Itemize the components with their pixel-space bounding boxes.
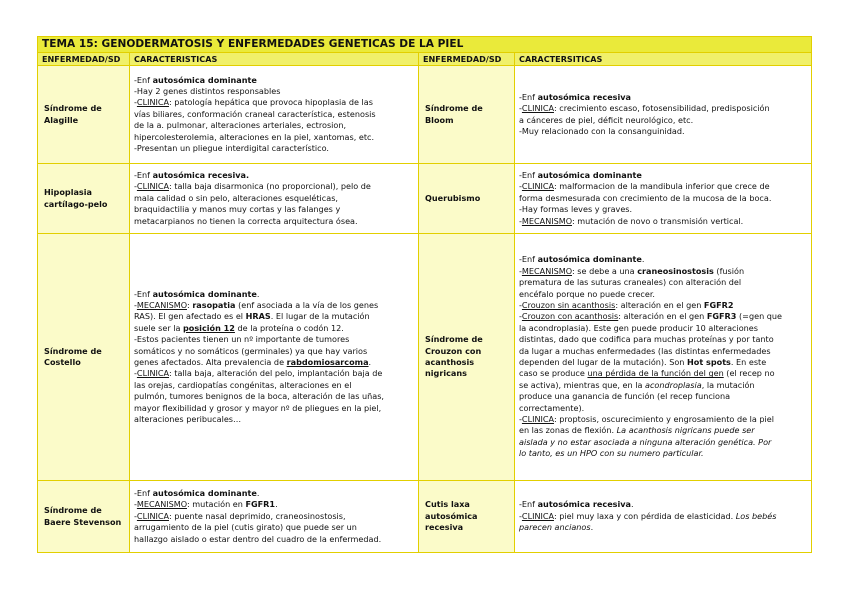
- text-run: posición 12: [183, 322, 235, 333]
- disease-name: [38, 234, 130, 481]
- text-run: lo tanto, es un HPO con su numero particular.: [519, 448, 704, 459]
- text-run: -: [134, 97, 137, 108]
- disease-name-line: Síndrome de: [425, 334, 483, 345]
- description-line: [134, 204, 414, 215]
- text-run: : crecimiento escaso, fotosensibilidad, predisposición: [553, 103, 770, 114]
- description-line: [519, 437, 807, 448]
- header-enfermedad-1: ENFERMEDAD/SD: [38, 53, 130, 66]
- table-row: [38, 234, 812, 481]
- text-run: se activa), mientras que, en la: [519, 379, 646, 390]
- description-line: [519, 511, 807, 522]
- disease-description: [515, 481, 812, 553]
- text-run: , la mutación: [701, 379, 755, 390]
- text-run: .: [631, 499, 634, 510]
- description-line: [134, 86, 414, 97]
- description-line: [134, 289, 414, 300]
- description-line: [519, 115, 807, 126]
- text-run: de la a. pulmonar, alteraciones arteriales, ectrosion,: [134, 120, 347, 131]
- description-line: [519, 181, 807, 192]
- table-row: [38, 481, 812, 553]
- description-line: [519, 448, 807, 459]
- description-line: [134, 311, 414, 322]
- text-run: : se debe a una: [572, 265, 638, 276]
- disease-name: [38, 164, 130, 234]
- text-run: hipercolesterolemia, alteraciones en la piel, xantomas, etc.: [134, 131, 375, 142]
- text-run: : talla baja disarmonica (no proporcional), pelo de: [168, 181, 371, 192]
- text-run: (el recep no: [723, 368, 775, 379]
- text-run: : alteración en el gen: [618, 311, 707, 322]
- description-line: [134, 511, 414, 522]
- text-run: autosómica recesiva: [537, 499, 632, 510]
- text-run: -: [134, 368, 137, 379]
- text-run: una pérdida de la función del gen: [587, 368, 724, 379]
- text-run: RAS). El gen afectado es el: [134, 311, 246, 322]
- text-run: autosómica dominante: [152, 288, 257, 299]
- text-run: encéfalo porque no puede crecer.: [519, 288, 655, 299]
- text-run: -: [519, 299, 522, 310]
- text-run: .: [368, 357, 372, 367]
- header-row: [38, 53, 812, 66]
- text-run: Hot spots: [687, 357, 731, 367]
- text-run: en las zonas de flexión.: [519, 425, 617, 436]
- disease-name-line: Bloom: [425, 114, 454, 125]
- text-run: La acanthosis nigricans puede ser: [616, 425, 755, 436]
- disease-name: [419, 66, 515, 164]
- description-line: [519, 522, 807, 533]
- description-line: [134, 414, 414, 425]
- text-run: : malformacion de la mandibula inferior que crece de: [553, 181, 770, 192]
- text-run: MECANISMO: [136, 499, 187, 510]
- disease-name-line: Síndrome de: [44, 103, 102, 114]
- disease-name: [38, 481, 130, 553]
- description-line: [134, 403, 414, 414]
- text-run: FGFR3: [706, 311, 737, 322]
- text-run: autosómica dominante: [152, 487, 257, 498]
- text-run: autosómica recesiva: [537, 91, 632, 102]
- disease-description: [515, 66, 812, 164]
- description-line: [519, 216, 807, 227]
- text-run: MECANISMO: [521, 265, 572, 276]
- text-run: : mutación en: [187, 499, 246, 510]
- description-line: [519, 254, 807, 265]
- description-line: [134, 357, 414, 368]
- text-run: -Enf: [519, 91, 538, 102]
- description-line: [134, 391, 414, 402]
- description-line: [519, 346, 807, 357]
- text-run: parecen ancianos: [519, 522, 591, 533]
- text-run: -Enf: [519, 254, 538, 265]
- header-caracteristicas-1: CARACTERISTICAS: [130, 53, 419, 66]
- text-run: braquidactilia y manos muy cortas y las falanges y: [134, 204, 341, 215]
- table-title: TEMA 15: GENODERMATOSIS Y ENFERMEDADES GENETICAS DE LA PIEL: [38, 37, 812, 53]
- disease-name-line: Costello: [44, 357, 81, 367]
- text-run: -: [519, 265, 522, 276]
- text-run: autosómica dominante: [152, 74, 257, 85]
- text-run: forma desmesurada con crecimiento de la mucosa de la boca.: [519, 192, 772, 203]
- description-line: [134, 346, 414, 357]
- text-run: correctamente).: [519, 402, 585, 413]
- description-line: [134, 109, 414, 120]
- disease-name-line: Hipoplasia: [44, 187, 92, 198]
- title-row: [38, 37, 812, 53]
- text-run: CLINICA: [136, 97, 169, 108]
- description-line: [519, 334, 807, 345]
- text-run: : patología hepática que provoca hipoplasia de las: [168, 97, 373, 108]
- disease-description: [515, 164, 812, 234]
- text-run: : puente nasal deprimido, craneosinostosis,: [168, 510, 346, 521]
- text-run: prematura de las suturas craneales) con alteración del: [519, 277, 742, 288]
- text-run: : piel muy laxa y con pérdida de elasticidad.: [553, 510, 736, 521]
- description-line: [134, 323, 414, 334]
- text-run: arrugamiento de la piel (cutis girato) que puede ser un: [134, 522, 357, 533]
- description-line: [134, 522, 414, 533]
- text-run: -Muy relacionado con la consanguinidad.: [519, 125, 685, 136]
- text-run: somáticos y no somáticos (germinales) ya que hay varios: [134, 345, 368, 356]
- text-run: -Enf: [134, 487, 153, 498]
- description-line: [519, 92, 807, 103]
- disease-name-line: Crouzon con: [425, 345, 482, 356]
- disease-description: [130, 66, 419, 164]
- description-line: [519, 414, 807, 425]
- text-run: autosómica recesiva.: [152, 169, 250, 180]
- text-run: -: [519, 414, 522, 425]
- description-line: [134, 534, 414, 545]
- text-run: -: [134, 299, 137, 310]
- text-run: la acondroplasia). Este gen puede producir 10 alteraciones: [519, 322, 759, 333]
- description-line: [519, 357, 807, 368]
- text-run: -Presentan un pliegue interdigital característico.: [134, 143, 330, 154]
- disease-name-line: Querubismo: [425, 192, 481, 203]
- text-run: suele ser la: [134, 322, 184, 333]
- text-run: .: [590, 522, 594, 533]
- text-run: MECANISMO: [136, 299, 187, 310]
- description-line: [134, 193, 414, 204]
- disease-name-line: Síndrome de: [44, 345, 102, 356]
- description-line: [519, 289, 807, 300]
- description-line: [134, 120, 414, 131]
- text-run: CLINICA: [136, 368, 169, 379]
- text-run: aislada y no estar asociada a ninguna alteración genética. Por: [519, 436, 772, 447]
- description-line: [519, 126, 807, 137]
- text-run: : alteración en el gen: [615, 299, 704, 310]
- description-line: [519, 103, 807, 114]
- text-run: mala calidad o sin pelo, alteraciones esqueléticas,: [134, 192, 338, 203]
- text-run: Los bebés: [735, 510, 777, 521]
- text-run: . En este: [730, 357, 767, 367]
- text-run: -Hay formas leves y graves.: [519, 204, 633, 215]
- description-line: [519, 323, 807, 334]
- text-run: FGFR1: [245, 499, 276, 510]
- text-run: -: [134, 510, 137, 521]
- text-run: .: [256, 288, 260, 299]
- text-run: -Enf: [519, 499, 538, 510]
- disease-name-line: Alagille: [44, 114, 79, 125]
- text-run: : talla baja, alteración del pelo, implantación baja de: [168, 368, 383, 379]
- description-line: [519, 193, 807, 204]
- description-line: [519, 403, 807, 414]
- disease-name-line: acanthosis: [425, 357, 475, 367]
- disease-name: [419, 164, 515, 234]
- description-line: [134, 368, 414, 379]
- description-line: [134, 143, 414, 154]
- description-line: [519, 311, 807, 322]
- text-run: caso se produce: [519, 368, 588, 379]
- text-run: -Enf: [134, 169, 153, 180]
- description-line: [134, 181, 414, 192]
- disease-name-line: cartílago-pelo: [44, 198, 108, 209]
- description-line: [519, 368, 807, 379]
- text-run: :: [187, 299, 193, 310]
- text-run: : mutación de novo o transmisión vertical.: [572, 215, 744, 226]
- text-run: CLINICA: [521, 103, 554, 114]
- description-line: [134, 499, 414, 510]
- header-enfermedad-2: ENFERMEDAD/SD: [419, 53, 515, 66]
- description-line: [134, 334, 414, 345]
- description-line: [519, 277, 807, 288]
- text-run: -Enf: [519, 169, 538, 180]
- text-run: rabdomiosarcoma: [286, 357, 369, 367]
- text-run: -Enf: [134, 288, 153, 299]
- disease-name-line: Síndrome de: [44, 505, 102, 516]
- text-run: MECANISMO: [521, 215, 572, 226]
- disease-description: [130, 481, 419, 553]
- description-line: [134, 75, 414, 86]
- text-run: -Enf: [134, 74, 153, 85]
- text-run: -: [134, 499, 137, 510]
- description-line: [134, 170, 414, 181]
- description-line: [519, 425, 807, 436]
- disease-name-line: autosómica: [425, 510, 478, 521]
- description-line: [519, 380, 807, 391]
- text-run: acondroplasia: [645, 379, 702, 390]
- text-run: CLINICA: [136, 510, 169, 521]
- text-run: -Hay 2 genes distintos responsables: [134, 85, 281, 96]
- description-line: [519, 204, 807, 215]
- text-run: CLINICA: [521, 181, 554, 192]
- text-run: : proptosis, oscurecimiento y engrosamiento de la piel: [553, 414, 775, 425]
- description-line: [519, 266, 807, 277]
- description-line: [519, 391, 807, 402]
- text-run: produce una ganancia de función (el recep funciona: [519, 391, 731, 402]
- text-run: autosómica dominante: [537, 169, 642, 180]
- disease-name: [38, 66, 130, 164]
- disease-name-line: Cutis laxa: [425, 499, 470, 510]
- text-run: -: [519, 510, 522, 521]
- text-run: a cánceres de piel, déficit neurológico, etc.: [519, 114, 694, 125]
- table-row: [38, 66, 812, 164]
- text-run: . El lugar de la mutación: [270, 311, 370, 322]
- text-run: autosómica dominante: [537, 254, 642, 265]
- text-run: de la proteína o codón 12.: [234, 322, 344, 333]
- text-run: da lugar a muchas enfermedades (las distintas enfermedades: [519, 345, 771, 356]
- text-run: Crouzon con acanthosis: [521, 311, 619, 322]
- description-line: [519, 499, 807, 510]
- text-run: (=gen que: [736, 311, 783, 322]
- disease-name: [419, 234, 515, 481]
- description-line: [134, 488, 414, 499]
- disease-name-line: recesiva: [425, 522, 464, 533]
- text-run: alteraciones peribucales…: [134, 414, 242, 425]
- text-run: FGFR2: [703, 299, 734, 310]
- text-run: .: [641, 254, 645, 265]
- table-row: [38, 164, 812, 234]
- text-run: .: [275, 499, 278, 510]
- description-line: [519, 170, 807, 181]
- text-run: mayor flexibilidad y grosor y mayor nº de pliegues en la piel,: [134, 402, 382, 413]
- text-run: Crouzon sin acanthosis: [521, 299, 616, 310]
- genodermatosis-table: [37, 36, 812, 553]
- text-run: .: [256, 487, 260, 498]
- text-run: craneosinostosis: [637, 265, 714, 276]
- text-run: hallazgo aislado o estar dentro del cuadro de la enfermedad.: [134, 533, 382, 544]
- description-line: [519, 300, 807, 311]
- description-line: [134, 97, 414, 108]
- text-run: dependen del lugar de la mutación). Son: [519, 357, 687, 367]
- text-run: -: [519, 103, 522, 114]
- disease-name: [419, 481, 515, 553]
- header-caracteristicas-2: CARACTERSITICAS: [515, 53, 812, 66]
- text-run: CLINICA: [521, 510, 554, 521]
- text-run: CLINICA: [136, 181, 169, 192]
- text-run: las orejas, cardiopatías congénitas, alteraciones en el: [134, 379, 352, 390]
- text-run: HRAS: [245, 311, 271, 322]
- disease-name-line: Síndrome de: [425, 103, 483, 114]
- text-run: genes afectados. Alta prevalencia de: [134, 357, 287, 367]
- text-run: -: [519, 181, 522, 192]
- text-run: CLINICA: [521, 414, 554, 425]
- disease-name-line: Baere Stevenson: [44, 516, 122, 527]
- text-run: (fusión: [713, 265, 745, 276]
- disease-description: [130, 234, 419, 481]
- text-run: vías biliares, conformación craneal característica, estenosis: [134, 108, 376, 119]
- disease-description: [515, 234, 812, 481]
- description-line: [134, 300, 414, 311]
- text-run: rasopatia: [192, 299, 236, 310]
- description-line: [134, 216, 414, 227]
- text-run: -: [519, 215, 522, 226]
- text-run: -: [134, 181, 137, 192]
- text-run: (enf asociada a la vía de los genes: [235, 299, 379, 310]
- disease-name-line: nigricans: [425, 368, 467, 379]
- text-run: distintas, dado que codifica para muchas proteínas y por tanto: [519, 334, 774, 345]
- text-run: metacarpianos no tienen la correcta arquitectura ósea.: [134, 215, 358, 226]
- text-run: -Estos pacientes tienen un nº importante de tumores: [134, 334, 350, 345]
- description-line: [134, 132, 414, 143]
- disease-description: [130, 164, 419, 234]
- text-run: -: [519, 311, 522, 322]
- description-line: [134, 380, 414, 391]
- text-run: pulmón, tumores benignos de la boca, alteración de las uñas,: [134, 391, 385, 402]
